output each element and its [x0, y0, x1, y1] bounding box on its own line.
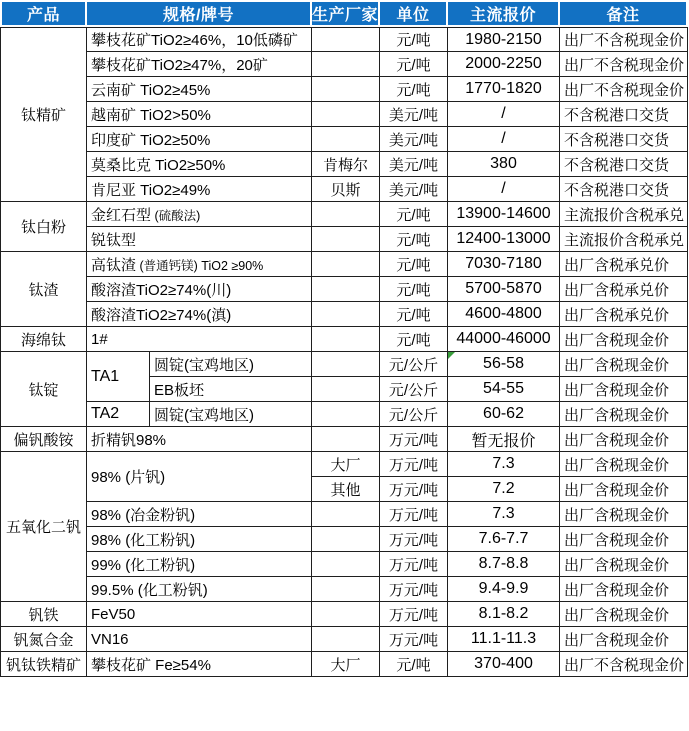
grade-cell: TA2 [87, 402, 150, 427]
table-row [0, 627, 688, 652]
product-cell: 钛精矿 [0, 27, 87, 202]
maker-cell [312, 152, 380, 177]
price-text: 5700-5870 [465, 280, 542, 297]
spec-cell [87, 577, 312, 602]
remark-cell [560, 77, 688, 102]
spec-text: 金红石型 [91, 206, 152, 224]
maker-text: 大厂 [330, 456, 361, 474]
spec-text: 莫桑比克 TiO2≥50% [91, 156, 226, 174]
remark-text: 出厂含税现金价 [564, 556, 670, 574]
remark-cell [560, 177, 688, 202]
spec-text: 攀枝花矿TiO2≥46%，10低磷矿 [91, 32, 298, 49]
price-cell [448, 252, 560, 277]
maker-cell [312, 552, 380, 577]
spec-text: 98% (冶金粉钒) [91, 506, 196, 524]
unit-cell [380, 202, 448, 227]
remark-cell [560, 127, 688, 152]
price-text: / [501, 130, 506, 147]
remark-text: 不含税港口交货 [564, 156, 670, 174]
table-row [0, 402, 688, 427]
remark-cell [560, 327, 688, 352]
price-text: 7.2 [492, 480, 515, 497]
unit-text: 万元/吨 [388, 631, 439, 649]
remark-text: 不含税港口交货 [564, 181, 670, 199]
spec-cell [150, 377, 312, 402]
price-text: 1980-2150 [465, 30, 542, 48]
table-row [0, 577, 688, 602]
price-cell [448, 102, 560, 127]
unit-cell [380, 127, 448, 152]
unit-text: 美元/吨 [388, 156, 439, 174]
spec-cell [87, 227, 312, 252]
product-cell: 海绵钛 [0, 327, 87, 352]
unit-cell [380, 402, 448, 427]
price-cell [448, 452, 560, 477]
remark-cell [560, 227, 688, 252]
spec-text: 圆锭(宝鸡地区) [154, 356, 254, 374]
comment-flag-icon [448, 352, 455, 359]
price-text: 4600-4800 [465, 305, 542, 322]
maker-cell [312, 127, 380, 152]
maker-cell [312, 602, 380, 627]
spec-cell [87, 202, 312, 227]
spec-text: 高钛渣 [91, 256, 137, 274]
price-text: 380 [490, 155, 517, 172]
price-text: 7.3 [492, 455, 515, 472]
price-text: 1770-1820 [465, 80, 542, 97]
table-row [0, 352, 688, 377]
unit-cell [380, 277, 448, 302]
spec-cell [87, 602, 312, 627]
unit-text: 元/吨 [396, 56, 431, 74]
unit-cell [380, 452, 448, 477]
remark-cell [560, 302, 688, 327]
unit-text: 万元/吨 [388, 556, 439, 574]
unit-text: 万元/吨 [388, 531, 439, 549]
remark-cell [560, 202, 688, 227]
remark-cell [560, 352, 688, 377]
unit-text: 元/吨 [396, 656, 431, 674]
spec-text: 印度矿 TiO2≥50% [91, 131, 211, 149]
unit-text: 万元/吨 [388, 456, 439, 474]
remark-text: 出厂含税现金价 [564, 406, 670, 424]
price-cell [448, 77, 560, 102]
maker-cell [312, 102, 380, 127]
unit-cell [380, 652, 448, 677]
remark-text: 出厂含税现金价 [564, 456, 670, 474]
remark-text: 出厂含税现金价 [564, 506, 670, 524]
spec-cell [87, 552, 312, 577]
unit-cell [380, 102, 448, 127]
unit-cell [380, 527, 448, 552]
table-row [0, 27, 688, 52]
price-text: / [501, 105, 506, 122]
price-cell [448, 127, 560, 152]
price-text: 7.6-7.7 [478, 530, 529, 547]
maker-cell [312, 202, 380, 227]
maker-cell [312, 577, 380, 602]
unit-cell [380, 352, 448, 377]
remark-text: 出厂含税现金价 [564, 481, 670, 499]
price-text: 370-400 [474, 655, 533, 672]
maker-cell [312, 177, 380, 202]
remark-cell [560, 52, 688, 77]
unit-cell [380, 227, 448, 252]
price-text: 7030-7180 [465, 255, 542, 272]
price-text: 11.1-11.3 [470, 630, 537, 647]
table-row [0, 252, 688, 277]
spec-cell [87, 302, 312, 327]
spec-cell [87, 427, 312, 452]
header-row [0, 0, 688, 27]
unit-cell [380, 177, 448, 202]
price-cell [448, 402, 560, 427]
table-row [0, 152, 688, 177]
price-cell [448, 502, 560, 527]
maker-text: 大厂 [330, 656, 361, 674]
price-cell [448, 377, 560, 402]
remark-text: 出厂含税承兑价 [564, 306, 670, 324]
remark-cell [560, 27, 688, 52]
remark-cell [560, 152, 688, 177]
table-row [0, 177, 688, 202]
product-cell: 钒铁 [0, 602, 87, 627]
column-header-price: 主流报价 [448, 0, 560, 27]
maker-cell [312, 252, 380, 277]
unit-cell [380, 52, 448, 77]
spec-text: 锐钛型 [91, 231, 137, 249]
remark-cell [560, 102, 688, 127]
spec-text-small: (硫酸法) [151, 208, 201, 223]
price-text: / [501, 180, 506, 197]
product-cell: 偏钒酸铵 [0, 427, 87, 452]
price-cell [448, 427, 560, 452]
remark-cell [560, 627, 688, 652]
unit-text: 元/吨 [396, 32, 431, 49]
price-cell [448, 627, 560, 652]
maker-cell [312, 27, 380, 52]
column-header-remark: 备注 [560, 0, 688, 27]
grade-cell: TA1 [87, 352, 150, 402]
unit-cell [380, 327, 448, 352]
unit-text: 万元/吨 [388, 581, 439, 599]
spec-text: 酸溶渣TiO2≥74%(滇) [91, 306, 232, 324]
price-text: 8.1-8.2 [478, 605, 529, 622]
remark-text: 出厂不含税现金价 [564, 56, 685, 74]
table-row [0, 452, 688, 477]
spec-cell [87, 102, 312, 127]
spec-cell [87, 527, 312, 552]
maker-cell [312, 402, 380, 427]
product-cell: 钛渣 [0, 252, 87, 327]
maker-cell [312, 627, 380, 652]
price-cell [448, 277, 560, 302]
spec-text: EB板坯 [154, 381, 205, 399]
spec-cell [87, 152, 312, 177]
table-row [0, 327, 688, 352]
remark-cell [560, 402, 688, 427]
spec-cell [87, 327, 312, 352]
spec-text: 99% (化工粉钒) [91, 556, 196, 574]
maker-cell [312, 652, 380, 677]
unit-text: 元/吨 [396, 231, 431, 249]
remark-text: 出厂含税现金价 [564, 381, 670, 399]
price-cell [448, 552, 560, 577]
remark-text: 出厂含税现金价 [564, 331, 670, 349]
unit-text: 元/吨 [396, 256, 431, 274]
remark-text: 出厂含税现金价 [564, 631, 670, 649]
product-cell: 钛锭 [0, 352, 87, 427]
product-cell: 钛白粉 [0, 202, 87, 252]
price-text: 8.7-8.8 [478, 555, 529, 572]
spec-text: 云南矿 TiO2≥45% [91, 81, 211, 99]
table-body [0, 27, 688, 677]
spec-text-small: (普通钙镁) TiO2 ≥90% [136, 258, 264, 273]
column-header-spec: 规格/牌号 [87, 0, 312, 27]
maker-cell [312, 302, 380, 327]
remark-text: 出厂含税现金价 [564, 531, 670, 549]
maker-cell [312, 427, 380, 452]
price-cell [448, 52, 560, 77]
price-cell [448, 202, 560, 227]
remark-text: 不含税港口交货 [564, 106, 670, 124]
maker-text: 其他 [330, 481, 361, 499]
unit-text: 万元/吨 [388, 506, 439, 524]
price-text: 13900-14600 [456, 205, 551, 222]
table-row [0, 52, 688, 77]
unit-text: 元/吨 [396, 281, 431, 299]
unit-text: 万元/吨 [388, 431, 439, 449]
spec-cell [87, 127, 312, 152]
price-cell [448, 527, 560, 552]
spec-text: VN16 [91, 630, 129, 648]
price-text: 44000-46000 [456, 330, 551, 347]
spec-cell [87, 77, 312, 102]
unit-cell [380, 552, 448, 577]
unit-text: 万元/吨 [388, 606, 439, 624]
spec-cell [87, 452, 312, 502]
maker-cell [312, 527, 380, 552]
table-row [0, 302, 688, 327]
price-cell [448, 227, 560, 252]
remark-cell [560, 377, 688, 402]
remark-cell [560, 652, 688, 677]
unit-text: 美元/吨 [388, 181, 439, 199]
unit-cell [380, 502, 448, 527]
price-text: 12400-13000 [456, 230, 551, 247]
unit-cell [380, 152, 448, 177]
unit-text: 元/公斤 [388, 406, 439, 424]
price-text: 56-58 [483, 355, 524, 372]
price-text: 9.4-9.9 [478, 580, 529, 597]
table-row [0, 527, 688, 552]
remark-cell [560, 277, 688, 302]
unit-text: 元/吨 [396, 81, 431, 99]
product-cell: 钒钛铁精矿 [0, 652, 87, 677]
spec-text: 98% (化工粉钒) [91, 531, 196, 549]
price-text: 暂无报价 [471, 432, 536, 450]
column-header-unit: 单位 [380, 0, 448, 27]
table-row [0, 552, 688, 577]
unit-cell [380, 577, 448, 602]
price-cell [448, 602, 560, 627]
maker-cell [312, 52, 380, 77]
table-row [0, 502, 688, 527]
maker-cell [312, 477, 380, 502]
table-row [0, 77, 688, 102]
remark-text: 出厂含税承兑价 [564, 256, 670, 274]
unit-text: 元/公斤 [388, 381, 439, 399]
remark-cell [560, 577, 688, 602]
price-cell [448, 177, 560, 202]
maker-cell [312, 502, 380, 527]
table-row [0, 602, 688, 627]
spec-text: FeV50 [91, 605, 136, 623]
spec-cell [150, 352, 312, 377]
price-cell [448, 352, 560, 377]
unit-text: 元/吨 [396, 331, 431, 349]
remark-text: 出厂不含税现金价 [564, 81, 685, 99]
maker-cell [312, 327, 380, 352]
spec-cell [87, 177, 312, 202]
spec-text: 1# [91, 330, 108, 348]
unit-cell [380, 602, 448, 627]
spec-cell [87, 52, 312, 77]
price-cell [448, 327, 560, 352]
unit-text: 美元/吨 [388, 106, 439, 124]
spec-cell [87, 277, 312, 302]
price-cell [448, 652, 560, 677]
remark-cell [560, 427, 688, 452]
remark-text: 主流报价含税承兑 [564, 231, 685, 249]
unit-text: 元/公斤 [388, 356, 439, 374]
column-header-product: 产品 [0, 0, 87, 27]
maker-cell [312, 452, 380, 477]
remark-cell [560, 252, 688, 277]
spec-text: 酸溶渣TiO2≥74%(川) [91, 281, 232, 299]
remark-text: 出厂含税现金价 [564, 431, 670, 449]
price-text: 60-62 [483, 405, 524, 422]
remark-text: 出厂含税现金价 [564, 606, 670, 624]
remark-cell [560, 602, 688, 627]
spec-cell [87, 252, 312, 277]
price-cell [448, 27, 560, 52]
spec-cell [87, 652, 312, 677]
remark-text: 出厂不含税现金价 [564, 32, 685, 49]
unit-cell [380, 627, 448, 652]
remark-cell [560, 527, 688, 552]
table-row [0, 652, 688, 677]
unit-text: 元/吨 [396, 206, 431, 224]
unit-text: 元/吨 [396, 306, 431, 324]
maker-cell [312, 352, 380, 377]
remark-cell [560, 502, 688, 527]
unit-cell [380, 477, 448, 502]
unit-cell [380, 427, 448, 452]
table-row [0, 227, 688, 252]
spec-text: 肯尼亚 TiO2≥49% [91, 181, 211, 199]
unit-cell [380, 252, 448, 277]
product-cell: 钒氮合金 [0, 627, 87, 652]
remark-cell [560, 452, 688, 477]
remark-cell [560, 552, 688, 577]
table-row [0, 277, 688, 302]
unit-cell [380, 377, 448, 402]
remark-text: 出厂含税现金价 [564, 581, 670, 599]
spec-text: 98% (片钒) [91, 469, 166, 486]
remark-cell [560, 477, 688, 502]
price-cell [448, 477, 560, 502]
spec-text: 越南矿 TiO2>50% [91, 106, 211, 124]
unit-cell [380, 302, 448, 327]
column-header-maker: 生产厂家 [312, 0, 380, 27]
table-row [0, 102, 688, 127]
maker-cell [312, 77, 380, 102]
unit-cell [380, 27, 448, 52]
price-cell [448, 577, 560, 602]
spec-cell [87, 502, 312, 527]
table-row [0, 202, 688, 227]
unit-text: 美元/吨 [388, 131, 439, 149]
price-text: 7.3 [492, 505, 515, 522]
table-row [0, 427, 688, 452]
maker-text: 肯梅尔 [323, 156, 369, 174]
price-text: 2000-2250 [465, 55, 542, 72]
remark-text: 主流报价含税承兑 [564, 206, 685, 224]
spec-text: 99.5% (化工粉钒) [91, 581, 208, 599]
spec-text: 攀枝花矿TiO2≥47%，20矿 [91, 56, 268, 74]
maker-text: 贝斯 [330, 181, 361, 199]
price-cell [448, 302, 560, 327]
table-row [0, 127, 688, 152]
remark-text: 出厂含税现金价 [564, 356, 670, 374]
product-cell: 五氧化二钒 [0, 452, 87, 602]
remark-text: 不含税港口交货 [564, 131, 670, 149]
remark-text: 出厂不含税现金价 [564, 656, 685, 674]
spec-text: 圆锭(宝鸡地区) [154, 406, 254, 424]
remark-text: 出厂含税承兑价 [564, 281, 670, 299]
price-text: 54-55 [483, 380, 524, 397]
spec-cell [87, 627, 312, 652]
maker-cell [312, 377, 380, 402]
price-cell [448, 152, 560, 177]
maker-cell [312, 227, 380, 252]
spec-cell [150, 402, 312, 427]
spec-text: 攀枝花矿 Fe≥54% [91, 656, 211, 674]
spec-text: 折精钒98% [91, 431, 167, 449]
spec-cell [87, 27, 312, 52]
unit-cell [380, 77, 448, 102]
maker-cell [312, 277, 380, 302]
unit-text: 万元/吨 [388, 481, 439, 499]
